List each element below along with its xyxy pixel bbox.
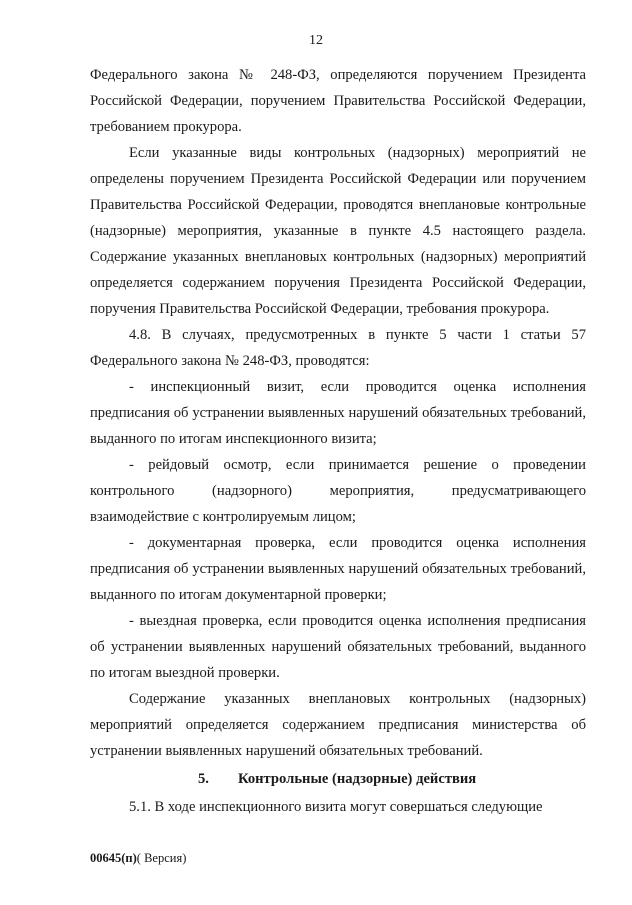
document-footer [90, 851, 186, 866]
page-number: 12 [309, 33, 323, 48]
section-title: Контрольные (надзорные) действия [238, 771, 477, 787]
list-item: - выездная проверка, если проводится оценка исполнения предписания об устранении выявленных нарушений обязательных требований, выданного по итогам выездной проверки. [90, 613, 586, 681]
paragraph: 4.8. В случаях, предусмотренных в пункте 5 части 1 статьи 57 Федерального закона № 248-ФЗ, проводятся: [90, 327, 586, 369]
document-code: 00645(п) [90, 851, 137, 865]
paragraph: Если указанные виды контрольных (надзорных) мероприятий не определены поручением Президента Российской Федерации или поручением Правительства Российской Федерации, проводятся внеплановые контрольные (надзорные) мероприятия, указанные в пункте 4.5 настоящего раздела. Содержание указанных внеплановых контрольных (надзорных) мероприятий определяется содержанием поручения Президента Российской Федерации, поручения Правительства Российской Федерации, требования прокурора. [90, 145, 586, 317]
list-item: - документарная проверка, если проводится оценка исполнения предписания об устранении выявленных нарушений обязательных требований, выданного по итогам документарной проверки; [90, 535, 586, 603]
section-heading [90, 764, 586, 794]
section-number: 5. [198, 771, 209, 787]
paragraph: 5.1. В ходе инспекционного визита могут совершаться следующие [129, 799, 543, 815]
document-version-label: ( Версия) [136, 851, 187, 865]
document-body [90, 62, 586, 820]
list-item: - инспекционный визит, если проводится оценка исполнения предписания об устранении выявленных нарушений обязательных требований, выданного по итогам инспекционного визита; [90, 379, 586, 447]
paragraph: Содержание указанных внеплановых контрольных (надзорных) мероприятий определяется содержанием предписания министерства об устранении выявленных нарушений обязательных требований. [90, 691, 586, 759]
list-item: - рейдовый осмотр, если принимается решение о проведении контрольного (надзорного) мероприятия, предусматривающего взаимодействие с контролируемым лицом; [90, 457, 586, 525]
paragraph: Федерального закона № 248-ФЗ, определяются поручением Президента Российской Федерации, поручением Правительства Российской Федерации, требованием прокурора. [90, 67, 586, 135]
